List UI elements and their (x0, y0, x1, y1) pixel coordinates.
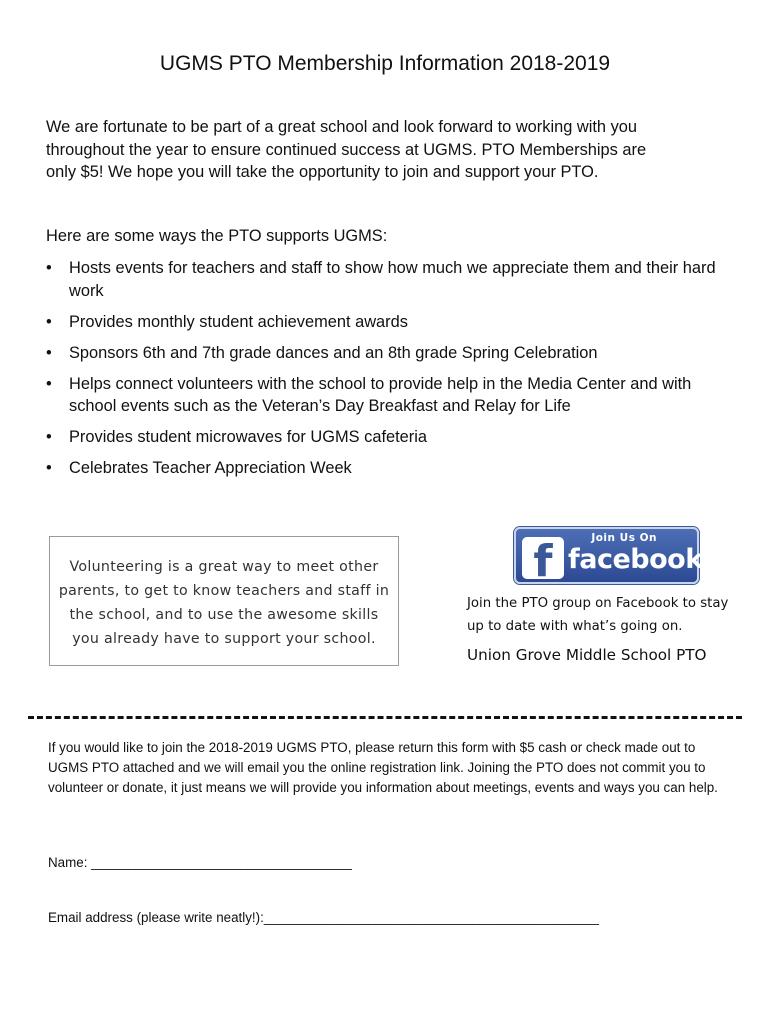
intro-paragraph (46, 116, 726, 184)
facebook-group-name: Union Grove Middle School PTO (467, 646, 707, 664)
bullet-icon: • (46, 374, 52, 393)
facebook-badge[interactable] (514, 527, 703, 584)
name-field: Name: ___________________________________ (48, 855, 352, 870)
supports-list (46, 257, 736, 488)
list-item (46, 311, 736, 334)
list-item (46, 342, 736, 365)
facebook-f-icon: f (522, 537, 564, 579)
list-item-text: Sponsors 6th and 7th grade dances and an 8th grade Spring Celebration (69, 343, 598, 362)
facebook-wordmark: facebook (568, 544, 703, 575)
intro-line: throughout the year to ensure continued success at UGMS. PTO Memberships are (46, 140, 647, 159)
list-item (46, 457, 736, 480)
volunteer-callout-text: Volunteering is a great way to meet other parents, to get to know teachers and staff in the school, and to use the awesome skills you already have to support your school. (58, 559, 390, 647)
list-item-text: Provides student microwaves for UGMS cafeteria (69, 428, 427, 446)
list-item-text: Helps connect volunteers with the school to provide help in the Media Center and with school events such as the Veteran’s Day Breakfast and Relay for Life (69, 374, 692, 415)
intro-line: We are fortunate to be part of a great school and look forward to working with you (46, 118, 637, 136)
bullet-icon: • (46, 343, 52, 362)
intro-line: only $5! We hope you will take the opportunity to join and support your PTO. (46, 163, 599, 181)
volunteer-callout-box (49, 536, 399, 666)
list-item (46, 426, 736, 449)
facebook-caption: Join the PTO group on Facebook to stay up to date with what’s going on. (467, 596, 729, 634)
bullet-icon: • (46, 259, 52, 277)
list-item-text: Provides monthly student achievement awards (69, 312, 408, 331)
facebook-badge-join-text: Join Us On (591, 532, 657, 544)
join-instructions: If you would like to join the 2018-2019 UGMS PTO, please return this form with $5 cash or check made out to UGMS PTO attached and we will email you the online registration link. Joining the PTO does not commit you to volunteer or donate, it just means we will provide you information about meetings, events and ways you can help. (48, 740, 718, 795)
bullet-icon: • (46, 428, 52, 446)
list-item-text: Celebrates Teacher Appreciation Week (69, 459, 352, 477)
page-title: UGMS PTO Membership Information 2018-2019 (159, 52, 611, 75)
bullet-icon: • (46, 459, 52, 477)
list-item-text: Hosts events for teachers and staff to show how much we appreciate them and their hard work (69, 259, 716, 300)
email-field: Email address (please write neatly!):_____________________________________________ (48, 910, 599, 925)
list-item (46, 257, 736, 302)
supports-heading: Here are some ways the PTO supports UGMS: (46, 227, 388, 245)
list-item (46, 373, 736, 418)
bullet-icon: • (46, 312, 52, 331)
cut-line-divider (28, 716, 742, 719)
